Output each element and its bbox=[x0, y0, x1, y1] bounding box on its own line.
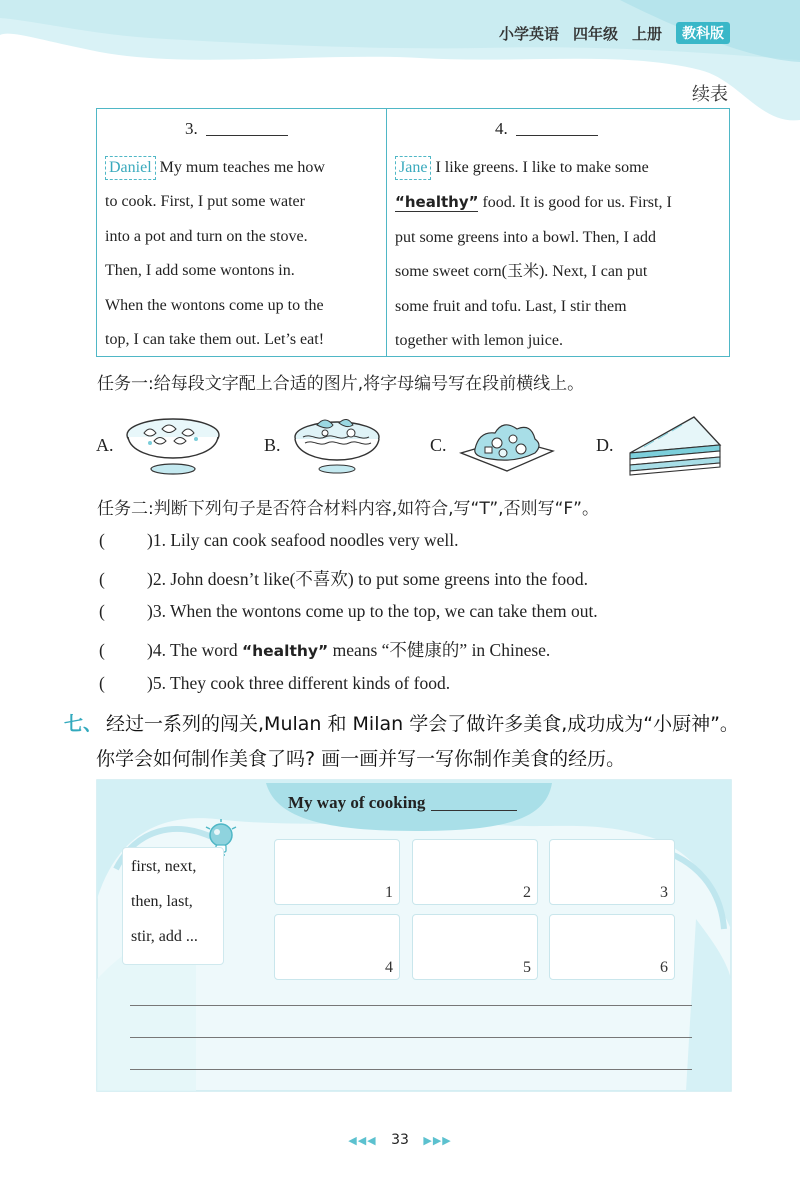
salad-plate-icon bbox=[457, 413, 557, 477]
header-info bbox=[499, 22, 730, 44]
section-7-instruction-line-1: 七、 经过一系列的闯关,Mulan 和 Milan 学会了做许多美食,成功成为“小厨神”。 bbox=[64, 713, 739, 735]
hint-line-2: then, last, bbox=[131, 893, 193, 910]
drawing-box-2[interactable]: 2 bbox=[412, 839, 538, 905]
picture-option-c: C. bbox=[430, 408, 557, 482]
judge-sentence-3: ( )3. When the wontons come up to the top, we can take them out. bbox=[99, 601, 598, 621]
continued-label: 续表 bbox=[692, 84, 728, 105]
cooking-title-blank[interactable] bbox=[431, 797, 517, 811]
picture-option-a: A. bbox=[96, 408, 222, 482]
drawing-box-5[interactable]: 5 bbox=[412, 914, 538, 980]
picture-options bbox=[96, 408, 730, 482]
task-1-title: 任务一:给每段文字配上合适的图片,将字母编号写在段前横线上。 bbox=[97, 374, 585, 394]
section-7-instruction-line-2: 你学会如何制作美食了吗? 画一画并写一写你制作美食的经历。 bbox=[96, 748, 626, 770]
passage-4-answer-blank[interactable] bbox=[516, 122, 598, 136]
hint-line-3: stir, add ... bbox=[131, 928, 198, 945]
keyword-healthy: “healthy” bbox=[395, 193, 479, 212]
page-footer bbox=[0, 1132, 800, 1148]
passage-4-number: 4. bbox=[495, 119, 598, 139]
writing-line-2[interactable] bbox=[130, 1037, 692, 1038]
cooking-activity-box bbox=[96, 779, 732, 1092]
wonton-bowl-icon bbox=[124, 413, 222, 477]
cooking-title: My way of cooking bbox=[288, 793, 517, 813]
drawing-box-6[interactable]: 6 bbox=[549, 914, 675, 980]
word-hint-box bbox=[122, 847, 224, 965]
reading-table bbox=[96, 108, 730, 357]
header-subject: 小学英语 bbox=[498, 24, 559, 43]
header-grade: 四年级 bbox=[572, 24, 618, 43]
judge-sentence-5: ( )5. They cook three different kinds of food. bbox=[99, 673, 451, 693]
passage-4 bbox=[387, 109, 729, 356]
sandwich-icon bbox=[624, 413, 726, 477]
judge-sentence-1: ( )1. Lily can cook seafood noodles very well. bbox=[99, 530, 459, 550]
passage-4-text: Jane I like greens. I like to make some “healthy” food. It is good for us. First, I put some greens into a bowl. Then, I add some sweet corn(玉米). Next, I can put some fruit and tofu. Last, I stir them together with lemon juice. bbox=[395, 151, 721, 358]
header-volume: 上册 bbox=[631, 24, 662, 43]
speaker-tag-daniel: Daniel bbox=[105, 156, 156, 180]
picture-option-b: B. bbox=[264, 408, 383, 482]
left-arrows-icon: ◀◀◀ bbox=[348, 1134, 377, 1147]
drawing-box-1[interactable]: 1 bbox=[274, 839, 400, 905]
passage-3-text: Daniel My mum teaches me how to cook. First, I put some water into a pot and turn on the stove. Then, I add some wontons in. When the wontons come up to the top, I can take them out. Let’s eat! bbox=[105, 151, 378, 357]
judge-sentence-4: ( )4. The word “healthy” means “不健康的” in Chinese. bbox=[99, 640, 551, 660]
page-number: 33 bbox=[391, 1132, 409, 1148]
edition-badge: 教科版 bbox=[676, 22, 730, 44]
passage-3-answer-blank[interactable] bbox=[206, 122, 288, 136]
drawing-box-3[interactable]: 3 bbox=[549, 839, 675, 905]
passage-3-number: 3. bbox=[185, 119, 288, 139]
drawing-box-4[interactable]: 4 bbox=[274, 914, 400, 980]
right-arrows-icon: ▶▶▶ bbox=[423, 1134, 452, 1147]
task-2-title: 任务二:判断下列句子是否符合材料内容,如符合,写“T”,否则写“F”。 bbox=[97, 499, 599, 519]
writing-line-3[interactable] bbox=[130, 1069, 692, 1070]
picture-option-d: D. bbox=[596, 408, 726, 482]
seafood-noodle-bowl-icon bbox=[291, 413, 383, 477]
hint-line-1: first, next, bbox=[131, 858, 197, 875]
passage-3 bbox=[97, 109, 387, 356]
writing-line-1[interactable] bbox=[130, 1005, 692, 1006]
speaker-tag-jane: Jane bbox=[395, 156, 431, 180]
judge-sentence-2: ( )2. John doesn’t like(不喜欢) to put some greens into the food. bbox=[99, 569, 589, 589]
section-7-number: 七、 bbox=[64, 713, 103, 735]
